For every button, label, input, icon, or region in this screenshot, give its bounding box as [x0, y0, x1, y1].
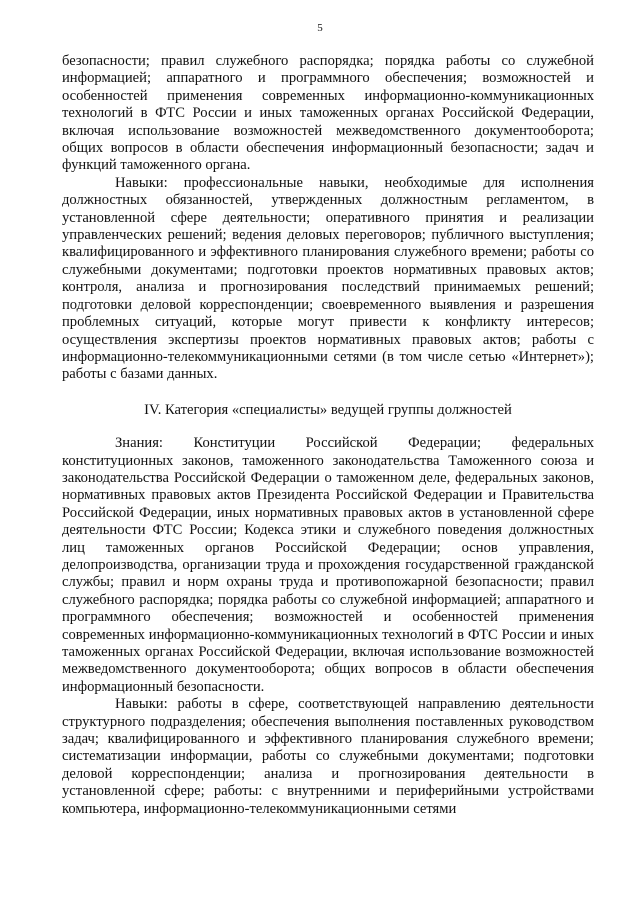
paragraph-skills-specialists: Навыки: работы в сфере, соответствующей направлению деятельности структурного подразделения; обеспечения выполнения поставленных руководством задач; квалифицированного и эффективного планирования служебного времени; систематизации информации, работы со служебными документами; подготовки деловой корреспонденции; анализа и прогнозирования деятельности в установленной сфере; работы: с внутренними и периферийными устройствами компьютера, информационно-телекоммуникационными сетями	[62, 696, 594, 817]
paragraph-skills-leading: Навыки: профессиональные навыки, необходимые для исполнения должностных обязанностей, утвержденных должностным регламентом, в установленной сфере деятельности; оперативного принятия и реализации управленческих решений; ведения деловых переговоров; публичного выступления; квалифицированного и эффективного планирования служебного времени; работы со служебными документами; подготовки проектов нормативных правовых актов; контроля, анализа и прогнозирования последствий принимаемых решений; подготовки деловой корреспонденции; своевременного выявления и разрешения проблемных ситуаций, которые могут привести к конфликту интересов; осуществления экспертизы проектов нормативных правовых актов; работы с информационно-телекоммуникационными сетями (в том числе сетью «Интернет»); работы с базами данных.	[62, 174, 594, 383]
paragraph-knowledge: Знания: Конституции Российской Федерации; федеральных конституционных законов, таможенного законодательства Таможенного союза и законодательства Российской Федерации о таможенном деле, федеральных законов, нормативных правовых актов Президента Российской Федерации и Правительства Российской Федерации, иных нормативных правовых актов в установленной сфере деятельности ФТС России; Кодекса этики и служебного поведения должностных лиц таможенных органов Российской Федерации; основ управления, делопроизводства, организации труда и прохождения государственной гражданской службы; правил и норм охраны труда и противопожарной безопасности; правил служебного распорядка; порядка работы со служебной информацией; аппаратного и программного обеспечения; возможностей и особенностей применения современных информационно-коммуникационных технологий в ФТС России и иных таможенных органах Российской Федерации, включая использование возможностей межведомственного документооборота; общих вопросов в области обеспечения информационный безопасности.	[62, 435, 594, 695]
document-body	[62, 53, 594, 818]
page-number: 5	[317, 22, 323, 34]
section-heading: IV. Категория «специалисты» ведущей группы должностей	[144, 401, 512, 418]
paragraph-security-continuation: безопасности; правил служебного распорядка; порядка работы со служебной информацией; аппаратного и программного обеспечения; возможностей и особенностей применения современных информационно-коммуникационных технологий в ФТС России и иных таможенных органах Российской Федерации, включая использование возможностей межведомственного документооборота; общих вопросов в области обеспечения информационный безопасности; задач и функций таможенного органа.	[62, 53, 594, 174]
